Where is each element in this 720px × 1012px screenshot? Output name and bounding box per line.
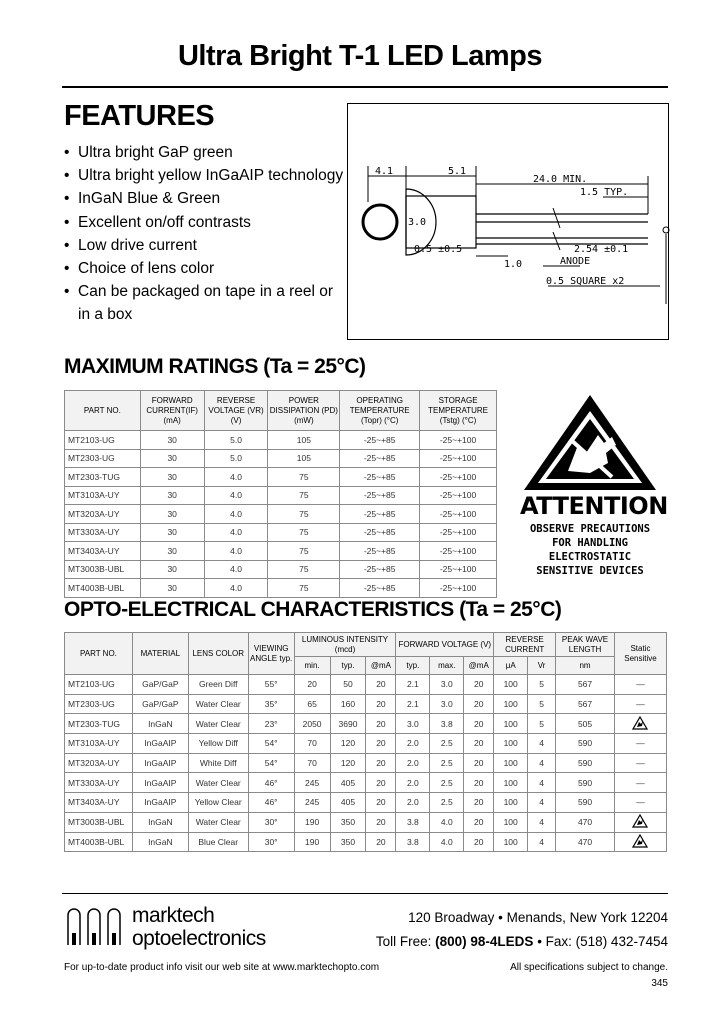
ratings-cell: 30 bbox=[140, 468, 204, 487]
static-sensitive-icon bbox=[614, 714, 666, 734]
ratings-header: OPERATING TEMPERATURE (Topr) (°C) bbox=[340, 391, 420, 431]
ratings-cell: 75 bbox=[268, 579, 340, 598]
part-number-cell: MT3403A-UY bbox=[65, 542, 141, 561]
ratings-cell: 4.0 bbox=[204, 579, 268, 598]
phone-prefix: Toll Free: bbox=[375, 934, 436, 949]
opto-cell: 20 bbox=[464, 773, 494, 793]
ratings-row bbox=[65, 579, 497, 598]
opto-cell: 120 bbox=[330, 734, 366, 754]
opto-table bbox=[64, 632, 667, 852]
opto-cell: 245 bbox=[294, 773, 330, 793]
ratings-cell: 4.0 bbox=[204, 468, 268, 487]
ratings-cell: -25~+85 bbox=[340, 431, 420, 450]
opto-cell: 5 bbox=[528, 675, 556, 695]
ratings-header: POWER DISSIPATION (PD) (mW) bbox=[268, 391, 340, 431]
opto-cell: 245 bbox=[294, 793, 330, 813]
ratings-cell: 75 bbox=[268, 505, 340, 524]
title-divider bbox=[62, 86, 668, 88]
part-number-cell: MT3103A-UY bbox=[65, 734, 133, 754]
opto-row bbox=[65, 694, 667, 714]
dim-2-54: 2.54 ±0.1 bbox=[574, 244, 629, 255]
opto-row bbox=[65, 812, 667, 832]
ratings-cell: 5.0 bbox=[204, 449, 268, 468]
anode-label: ANODE bbox=[560, 256, 591, 267]
opto-cell: 590 bbox=[556, 753, 615, 773]
led-outline-drawing bbox=[348, 104, 670, 341]
opto-heading: OPTO-ELECTRICAL CHARACTERISTICS (Ta = 25°C) bbox=[64, 598, 562, 621]
company-address: 120 Broadway • Menands, New York 12204 bbox=[408, 910, 668, 925]
opto-cell: 3.0 bbox=[430, 675, 464, 695]
opto-cell: — bbox=[614, 773, 666, 793]
opto-cell: 2.5 bbox=[430, 773, 464, 793]
opto-cell: 20 bbox=[464, 734, 494, 754]
opto-cell: 2.5 bbox=[430, 734, 464, 754]
opto-cell: InGaAIP bbox=[132, 793, 188, 813]
ratings-cell: 4.0 bbox=[204, 523, 268, 542]
opto-cell: 4 bbox=[528, 734, 556, 754]
opto-cell: 470 bbox=[556, 812, 615, 832]
opto-cell: 3.0 bbox=[396, 714, 430, 734]
opto-cell: 100 bbox=[494, 832, 528, 852]
ratings-row bbox=[65, 486, 497, 505]
opto-cell: 30° bbox=[248, 812, 294, 832]
features-list bbox=[64, 141, 349, 327]
opto-cell: 2.1 bbox=[396, 675, 430, 695]
opto-cell: 100 bbox=[494, 812, 528, 832]
ratings-cell: -25~+85 bbox=[340, 486, 420, 505]
static-sensitive-icon bbox=[614, 812, 666, 832]
opto-cell: 20 bbox=[294, 675, 330, 695]
ratings-cell: -25~+85 bbox=[340, 579, 420, 598]
opto-cell: 3.8 bbox=[396, 832, 430, 852]
ratings-cell: 105 bbox=[268, 449, 340, 468]
ratings-row bbox=[65, 468, 497, 487]
opto-cell: 4 bbox=[528, 753, 556, 773]
ratings-cell: 75 bbox=[268, 523, 340, 542]
dim-5-1: 5.1 bbox=[448, 166, 467, 177]
opto-cell: White Diff bbox=[188, 753, 248, 773]
part-number-cell: MT3203A-UY bbox=[65, 753, 133, 773]
opto-cell: 54° bbox=[248, 734, 294, 754]
part-number-cell: MT3303A-UY bbox=[65, 523, 141, 542]
opto-row bbox=[65, 734, 667, 754]
fax-number: • Fax: (518) 432-7454 bbox=[533, 934, 668, 949]
part-number-cell: MT2103-UG bbox=[65, 675, 133, 695]
ratings-cell: 30 bbox=[140, 505, 204, 524]
opto-cell: — bbox=[614, 694, 666, 714]
opto-cell: InGaAIP bbox=[132, 773, 188, 793]
attention-title: ATTENTION bbox=[520, 492, 668, 520]
dim-1-0: 1.0 bbox=[504, 259, 523, 270]
opto-cell: 2.0 bbox=[396, 753, 430, 773]
opto-cell: 567 bbox=[556, 675, 615, 695]
opto-cell: 20 bbox=[464, 675, 494, 695]
opto-cell: 30° bbox=[248, 832, 294, 852]
opto-cell: 100 bbox=[494, 734, 528, 754]
opto-header-row bbox=[65, 633, 667, 657]
opto-cell: 20 bbox=[464, 714, 494, 734]
ratings-cell: -25~+85 bbox=[340, 542, 420, 561]
opto-cell: 20 bbox=[366, 773, 396, 793]
opto-cell: 2.1 bbox=[396, 694, 430, 714]
opto-cell: — bbox=[614, 793, 666, 813]
opto-cell: 2.0 bbox=[396, 734, 430, 754]
ratings-cell: -25~+85 bbox=[340, 468, 420, 487]
opto-cell: 4 bbox=[528, 812, 556, 832]
precaution-line: ELECTROSTATIC bbox=[548, 551, 632, 563]
opto-row bbox=[65, 714, 667, 734]
opto-header: FORWARD VOLTAGE (V) bbox=[396, 633, 494, 657]
part-number-cell: MT3103A-UY bbox=[65, 486, 141, 505]
opto-cell: 505 bbox=[556, 714, 615, 734]
opto-cell: — bbox=[614, 753, 666, 773]
opto-cell: 2.5 bbox=[430, 753, 464, 773]
opto-row bbox=[65, 793, 667, 813]
opto-cell: 65 bbox=[294, 694, 330, 714]
ratings-cell: -25~+100 bbox=[420, 560, 497, 579]
part-number-cell: MT2303-UG bbox=[65, 694, 133, 714]
opto-header: REVERSE CURRENT bbox=[494, 633, 556, 657]
precaution-line: OBSERVE PRECAUTIONS bbox=[529, 523, 651, 535]
ratings-row bbox=[65, 523, 497, 542]
ratings-row bbox=[65, 449, 497, 468]
opto-cell: 4.0 bbox=[430, 832, 464, 852]
opto-cell: 4 bbox=[528, 773, 556, 793]
opto-header: LENS COLOR bbox=[188, 633, 248, 675]
footer-divider bbox=[62, 893, 668, 894]
phone-number: (800) 98-4LEDS bbox=[435, 934, 534, 949]
ratings-cell: 30 bbox=[140, 523, 204, 542]
ratings-cell: -25~+100 bbox=[420, 468, 497, 487]
ratings-header: STORAGE TEMPERATURE (Tstg) (°C) bbox=[420, 391, 497, 431]
opto-cell: 20 bbox=[366, 714, 396, 734]
opto-cell: 20 bbox=[366, 675, 396, 695]
ratings-row bbox=[65, 542, 497, 561]
static-sensitive-icon bbox=[614, 832, 666, 852]
opto-cell: 350 bbox=[330, 832, 366, 852]
ratings-row bbox=[65, 505, 497, 524]
ratings-cell: -25~+85 bbox=[340, 505, 420, 524]
opto-header: MATERIAL bbox=[132, 633, 188, 675]
opto-cell: 100 bbox=[494, 675, 528, 695]
opto-cell: Yellow Diff bbox=[188, 734, 248, 754]
opto-header: VIEWING ANGLE typ. bbox=[248, 633, 294, 675]
feature-item: • Ultra bright yellow InGaAIP technology bbox=[64, 164, 349, 187]
feature-item: • Ultra bright GaP green bbox=[64, 141, 349, 164]
ratings-row bbox=[65, 560, 497, 579]
opto-subheader: Vr bbox=[528, 657, 556, 675]
ratings-cell: -25~+100 bbox=[420, 431, 497, 450]
feature-item: • InGaN Blue & Green bbox=[64, 187, 349, 210]
opto-row bbox=[65, 773, 667, 793]
part-number-cell: MT4003B-UBL bbox=[65, 579, 141, 598]
dim-3-0: 3.0 bbox=[408, 217, 427, 228]
opto-cell: 567 bbox=[556, 694, 615, 714]
ratings-header: PART NO. bbox=[65, 391, 141, 431]
opto-cell: 405 bbox=[330, 793, 366, 813]
opto-cell: 120 bbox=[330, 753, 366, 773]
opto-cell: 20 bbox=[464, 793, 494, 813]
part-number-cell: MT2103-UG bbox=[65, 431, 141, 450]
opto-cell: Water Clear bbox=[188, 773, 248, 793]
feature-item: • Can be packaged on tape in a reel or in a box bbox=[64, 280, 349, 326]
precaution-line: FOR HANDLING bbox=[552, 537, 628, 549]
opto-cell: 35° bbox=[248, 694, 294, 714]
feature-item: • Excellent on/off contrasts bbox=[64, 211, 349, 234]
ratings-row bbox=[65, 431, 497, 450]
ratings-cell: 4.0 bbox=[204, 542, 268, 561]
opto-cell: 23° bbox=[248, 714, 294, 734]
marktech-logo-icon bbox=[66, 905, 128, 945]
opto-cell: 190 bbox=[294, 832, 330, 852]
logo-line: optoelectronics bbox=[132, 927, 266, 950]
opto-row bbox=[65, 753, 667, 773]
ratings-cell: 30 bbox=[140, 431, 204, 450]
page-number: 345 bbox=[651, 978, 668, 989]
part-number-cell: MT4003B-UBL bbox=[65, 832, 133, 852]
opto-cell: 20 bbox=[464, 832, 494, 852]
opto-cell: 2.0 bbox=[396, 773, 430, 793]
precaution-line: SENSITIVE DEVICES bbox=[536, 565, 644, 577]
opto-subheader: typ. bbox=[396, 657, 430, 675]
ratings-cell: 4.0 bbox=[204, 486, 268, 505]
features-heading: FEATURES bbox=[64, 100, 215, 132]
esd-precautions bbox=[520, 522, 660, 578]
opto-header: PEAK WAVE LENGTH bbox=[556, 633, 615, 657]
opto-cell: Yellow Clear bbox=[188, 793, 248, 813]
dimension-diagram bbox=[347, 103, 669, 340]
opto-cell: 2050 bbox=[294, 714, 330, 734]
opto-cell: 20 bbox=[366, 812, 396, 832]
opto-cell: InGaAIP bbox=[132, 734, 188, 754]
dim-4-1: 4.1 bbox=[375, 166, 394, 177]
opto-cell: 3690 bbox=[330, 714, 366, 734]
ratings-cell: -25~+100 bbox=[420, 449, 497, 468]
opto-cell: InGaAIP bbox=[132, 753, 188, 773]
ratings-cell: -25~+85 bbox=[340, 449, 420, 468]
ratings-cell: -25~+100 bbox=[420, 486, 497, 505]
opto-cell: 50 bbox=[330, 675, 366, 695]
opto-cell: 350 bbox=[330, 812, 366, 832]
page-title: Ultra Bright T-1 LED Lamps bbox=[177, 40, 543, 72]
opto-cell: 20 bbox=[464, 812, 494, 832]
opto-cell: 3.0 bbox=[430, 694, 464, 714]
opto-cell: 54° bbox=[248, 753, 294, 773]
opto-cell: 4.0 bbox=[430, 812, 464, 832]
opto-cell: 5 bbox=[528, 694, 556, 714]
opto-cell: 190 bbox=[294, 812, 330, 832]
ratings-table bbox=[64, 390, 497, 598]
opto-cell: 590 bbox=[556, 734, 615, 754]
opto-cell: 20 bbox=[366, 753, 396, 773]
opto-cell: GaP/GaP bbox=[132, 694, 188, 714]
opto-subheader: max. bbox=[430, 657, 464, 675]
opto-cell: InGaN bbox=[132, 832, 188, 852]
part-number-cell: MT3403A-UY bbox=[65, 793, 133, 813]
opto-row bbox=[65, 832, 667, 852]
ratings-cell: 4.0 bbox=[204, 505, 268, 524]
part-number-cell: MT2303-TUG bbox=[65, 468, 141, 487]
ratings-cell: 30 bbox=[140, 579, 204, 598]
ratings-cell: 30 bbox=[140, 449, 204, 468]
opto-cell: 4 bbox=[528, 793, 556, 813]
opto-cell: 100 bbox=[494, 714, 528, 734]
opto-subheader: @mA bbox=[366, 657, 396, 675]
opto-cell: 160 bbox=[330, 694, 366, 714]
opto-cell: 590 bbox=[556, 773, 615, 793]
dim-0-5: 0.5 ±0.5 bbox=[414, 244, 463, 255]
opto-cell: 20 bbox=[366, 694, 396, 714]
opto-subheader: nm bbox=[556, 657, 615, 675]
opto-cell: 2.0 bbox=[396, 793, 430, 813]
opto-header: PART NO. bbox=[65, 633, 133, 675]
esd-warning-icon bbox=[520, 393, 660, 493]
ratings-cell: 75 bbox=[268, 486, 340, 505]
part-number-cell: MT3303A-UY bbox=[65, 773, 133, 793]
opto-cell: 590 bbox=[556, 793, 615, 813]
opto-cell: 100 bbox=[494, 773, 528, 793]
opto-cell: 100 bbox=[494, 753, 528, 773]
dim-24-min: 24.0 MIN. bbox=[533, 174, 588, 185]
ratings-cell: 75 bbox=[268, 542, 340, 561]
opto-cell: 405 bbox=[330, 773, 366, 793]
opto-cell: 20 bbox=[366, 832, 396, 852]
dim-square: 0.5 SQUARE x2 bbox=[546, 276, 625, 287]
ratings-header-row bbox=[65, 391, 497, 431]
opto-cell: 20 bbox=[464, 753, 494, 773]
ratings-header: FORWARD CURRENT(IF) (mA) bbox=[140, 391, 204, 431]
opto-cell: 20 bbox=[366, 734, 396, 754]
part-number-cell: MT3203A-UY bbox=[65, 505, 141, 524]
opto-cell: 70 bbox=[294, 753, 330, 773]
ratings-header: REVERSE VOLTAGE (VR) (V) bbox=[204, 391, 268, 431]
opto-header: LUMINOUS INTENSITY (mcd) bbox=[294, 633, 396, 657]
opto-cell: 5 bbox=[528, 714, 556, 734]
logo-line: marktech bbox=[132, 904, 215, 927]
opto-cell: Green Diff bbox=[188, 675, 248, 695]
ratings-cell: 75 bbox=[268, 468, 340, 487]
ratings-cell: 75 bbox=[268, 560, 340, 579]
opto-cell: 70 bbox=[294, 734, 330, 754]
feature-item: • Choice of lens color bbox=[64, 257, 349, 280]
opto-cell: Water Clear bbox=[188, 812, 248, 832]
opto-cell: Water Clear bbox=[188, 694, 248, 714]
opto-subheader: min. bbox=[294, 657, 330, 675]
opto-cell: 2.5 bbox=[430, 793, 464, 813]
opto-cell: InGaN bbox=[132, 812, 188, 832]
ratings-cell: 30 bbox=[140, 542, 204, 561]
ratings-cell: -25~+100 bbox=[420, 579, 497, 598]
ratings-cell: 4.0 bbox=[204, 560, 268, 579]
opto-cell: 20 bbox=[366, 793, 396, 813]
opto-cell: 470 bbox=[556, 832, 615, 852]
opto-cell: — bbox=[614, 734, 666, 754]
ratings-cell: -25~+100 bbox=[420, 523, 497, 542]
opto-row bbox=[65, 675, 667, 695]
opto-cell: 46° bbox=[248, 793, 294, 813]
ratings-cell: -25~+85 bbox=[340, 560, 420, 579]
ratings-cell: 30 bbox=[140, 486, 204, 505]
spec-note: All specifications subject to change. bbox=[510, 962, 668, 973]
opto-subheader: @mA bbox=[464, 657, 494, 675]
opto-cell: 100 bbox=[494, 793, 528, 813]
dim-1-5-typ: 1.5 TYP. bbox=[580, 187, 629, 198]
ratings-cell: 5.0 bbox=[204, 431, 268, 450]
opto-header: Static Sensitive bbox=[614, 633, 666, 675]
ratings-cell: -25~+100 bbox=[420, 542, 497, 561]
feature-item: • Low drive current bbox=[64, 234, 349, 257]
opto-cell: Water Clear bbox=[188, 714, 248, 734]
part-number-cell: MT3003B-UBL bbox=[65, 560, 141, 579]
opto-cell: 3.8 bbox=[430, 714, 464, 734]
website-note: For up-to-date product info visit our web site at www.marktechopto.com bbox=[64, 962, 380, 973]
ratings-cell: 105 bbox=[268, 431, 340, 450]
ratings-cell: 30 bbox=[140, 560, 204, 579]
part-number-cell: MT2303-TUG bbox=[65, 714, 133, 734]
opto-cell: Blue Clear bbox=[188, 832, 248, 852]
opto-subheader: typ. bbox=[330, 657, 366, 675]
part-number-cell: MT3003B-UBL bbox=[65, 812, 133, 832]
part-number-cell: MT2303-UG bbox=[65, 449, 141, 468]
opto-cell: 46° bbox=[248, 773, 294, 793]
opto-cell: 4 bbox=[528, 832, 556, 852]
opto-cell: GaP/GaP bbox=[132, 675, 188, 695]
company-logo-text bbox=[132, 904, 266, 950]
opto-cell: — bbox=[614, 675, 666, 695]
opto-cell: 3.8 bbox=[396, 812, 430, 832]
opto-cell: InGaN bbox=[132, 714, 188, 734]
opto-cell: 20 bbox=[464, 694, 494, 714]
opto-cell: 100 bbox=[494, 694, 528, 714]
ratings-cell: -25~+85 bbox=[340, 523, 420, 542]
ratings-cell: -25~+100 bbox=[420, 505, 497, 524]
opto-subheader: μA bbox=[494, 657, 528, 675]
ratings-heading: MAXIMUM RATINGS (Ta = 25°C) bbox=[64, 355, 366, 378]
company-phone bbox=[376, 934, 668, 949]
opto-cell: 55° bbox=[248, 675, 294, 695]
